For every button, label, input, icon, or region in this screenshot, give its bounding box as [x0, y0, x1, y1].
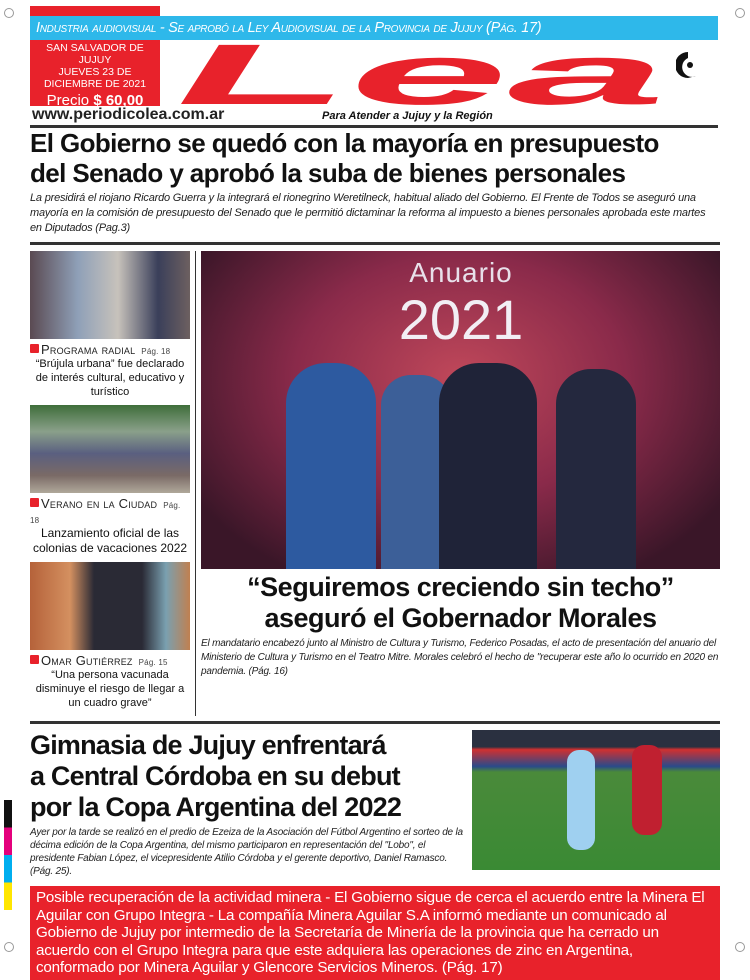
price-label: Precio [46, 92, 90, 109]
price-value: $ 60,00 [93, 92, 144, 109]
section-label: Programa radial Pág. 18 [30, 342, 190, 357]
date: DICIEMBRE DE 2021 [43, 78, 147, 90]
feature-summary: El mandatario encabezó junto al Ministro de Cultura y Turismo, Federico Posadas, el acto de presentación del anuario del Ministerio de Cultura y Turismo en el Teatro Mitre. Morales celebró el hecho de "recuperar este año lo ocurrido en 2020 en pandemia. (Pág. 16) [201, 638, 719, 677]
registration-mark [4, 8, 14, 18]
photo-summer-camp[interactable] [30, 405, 190, 493]
middle-section [30, 251, 720, 716]
photo-anuario-2021[interactable] [201, 251, 720, 569]
lead-summary: La presidirá el riojano Ricardo Guerra y la integrará el rionegrino Weretilneck, habitual aliado del Gobierno. El Frente de Todos se aseguró una mayoría en la comisión de presupuesto del Senado que le permitió dictaminar la reforma al impuesto a bienes personales aprobada este martes en Diputados (Pag.3) [30, 192, 706, 234]
sports-summary: Ayer por la tarde se realizó en el predio de Ezeiza de la Asociación del Fútbol Argentino el sorteo de la décima edición de la Copa Argentina, del mismo participaron en representación del "Lobo", el presidente Fabian López, el vicepresidente Atilio Córdoba y el gerente deportivo, Daniel Ramasco. (Pág. 25). [30, 827, 463, 877]
registration-mark [735, 942, 745, 952]
tagline: Para Atender a Jujuy y la Región [322, 110, 493, 122]
photo-radio-program[interactable] [30, 251, 190, 339]
website-url[interactable]: www.periodicolea.com.ar [32, 106, 225, 123]
player [632, 745, 662, 835]
photo-sign: Anuario [409, 257, 513, 288]
sidebar [30, 251, 190, 716]
sports-story [30, 730, 466, 878]
photo-omar-gutierrez[interactable] [30, 562, 190, 650]
lead-headline[interactable]: El Gobierno se quedó con la mayoría en presupuesto del Senado y aprobó la suba de bienes personales [30, 128, 659, 188]
person [286, 363, 376, 569]
color-bar [4, 800, 12, 910]
section-icon [30, 655, 39, 664]
sidebar-story[interactable]: Lanzamiento oficial de las colonias de vacaciones 2022 [32, 526, 188, 555]
feature-headline[interactable]: “Seguiremos creciendo sin techo” aseguró el Gobernador Morales [247, 572, 674, 633]
person [556, 369, 636, 569]
photo-football-match[interactable] [472, 730, 720, 870]
masthead-logo [172, 42, 672, 106]
sports-section [30, 730, 720, 878]
logo-mark-icon [676, 50, 698, 80]
sidebar-story[interactable]: “Una persona vacunada disminuye el riesgo de llegar a un cuadro grave” [35, 669, 185, 709]
date: JUEVES 23 DE [58, 66, 132, 78]
sports-headline[interactable]: Gimnasia de Jujuy enfrentará a Central Córdoba en su debut por la Copa Argentina del 2022 [30, 730, 402, 822]
section-icon [30, 498, 39, 507]
section-icon [30, 344, 39, 353]
section-label: Verano en la Ciudad Pág. 18 [30, 496, 181, 525]
feature-story [201, 251, 720, 716]
svg-text:Lea: Lea [176, 42, 666, 106]
player [567, 750, 595, 850]
page-content [30, 128, 720, 980]
sidebar-story[interactable]: “Brújula urbana” fue declarado de interés cultural, educativo y turístico [35, 358, 185, 398]
section-label: Omar Gutiérrez Pág. 15 [30, 653, 190, 668]
mining-news-box[interactable]: Posible recuperación de la actividad minera - El Gobierno sigue de cerca el acuerdo entre la Minera El Aguilar con Grupo Integra - La compañía Minera Aguilar S.A informó mediante un comunicado al Gobierno de Jujuy por intermedio de la Secretaría de Minería de la provincia que ha cerrado un acuerdo con el Grupo Integra para que este adquiera las operaciones de zinc en Argentina, conformado por Minera Aguilar y Glencore Servicios Mineros. (Pág. 17) [30, 886, 720, 980]
top-banner[interactable]: Industria audiovisual - Se aprobó la Ley Audiovisual de la Provincia de Jujuy (Pág. 17) [30, 16, 718, 40]
person [439, 363, 537, 569]
registration-mark [735, 8, 745, 18]
city: SAN SALVADOR DE JUJUY [46, 42, 144, 66]
photo-sign: 2021 [398, 288, 524, 351]
registration-mark [4, 942, 14, 952]
column-divider [195, 251, 196, 716]
divider [30, 242, 720, 245]
divider [30, 721, 720, 724]
